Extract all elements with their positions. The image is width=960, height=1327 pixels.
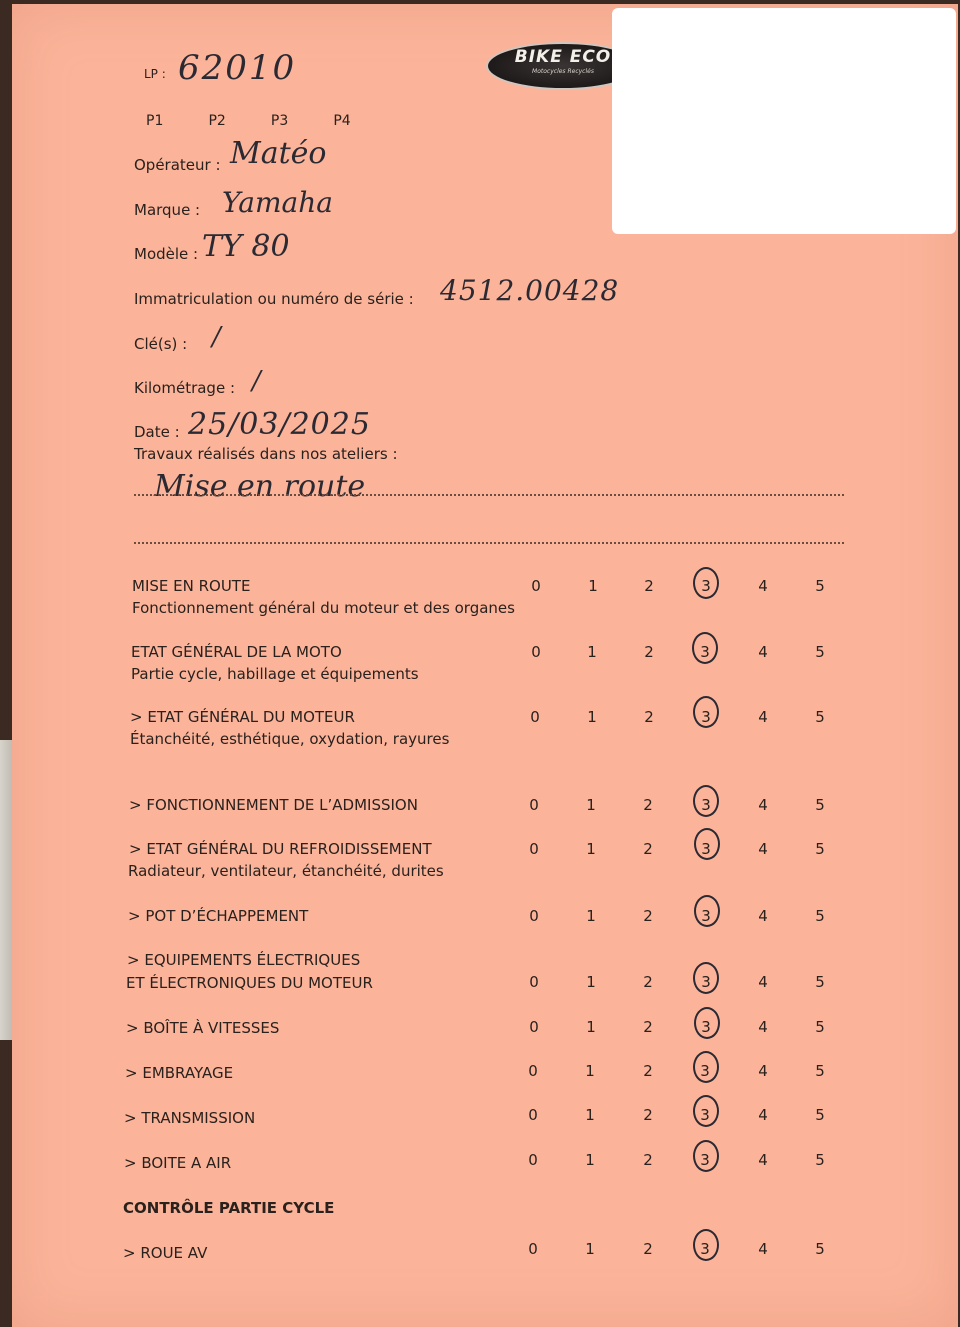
score-3: 3 xyxy=(701,1018,711,1036)
score-0: 0 xyxy=(530,708,540,726)
item-title: > TRANSMISSION xyxy=(124,1109,256,1127)
inspection-sheet xyxy=(12,4,958,1327)
score-1: 1 xyxy=(587,708,597,726)
score-3: 3 xyxy=(700,1106,710,1124)
score-3: 3 xyxy=(700,643,710,661)
blank-sticker xyxy=(612,8,956,234)
score-1: 1 xyxy=(587,643,597,661)
p-option: P4 xyxy=(333,113,351,129)
score-3: 3 xyxy=(700,1062,710,1080)
score-5: 5 xyxy=(815,907,825,925)
brand-value: Yamaha xyxy=(222,186,333,219)
item-title: MISE EN ROUTE xyxy=(132,577,251,595)
score-0: 0 xyxy=(528,1151,538,1169)
score-5: 5 xyxy=(815,1062,825,1080)
brand-label: Marque : xyxy=(134,201,201,219)
score-4: 4 xyxy=(758,1106,768,1124)
score-2: 2 xyxy=(643,1240,653,1258)
score-1: 1 xyxy=(586,1018,596,1036)
serial-label: Immatriculation ou numéro de série : xyxy=(134,290,414,308)
score-2: 2 xyxy=(643,796,653,814)
score-4: 4 xyxy=(758,973,768,991)
selected-score-circle xyxy=(693,567,719,599)
works-label: Travaux réalisés dans nos ateliers : xyxy=(134,445,398,463)
score-0: 0 xyxy=(531,643,541,661)
score-1: 1 xyxy=(585,1062,595,1080)
works-value: Mise en route xyxy=(154,469,366,504)
mileage-value: / xyxy=(252,366,261,396)
score-2: 2 xyxy=(644,708,654,726)
score-1: 1 xyxy=(586,840,596,858)
score-1: 1 xyxy=(585,1106,595,1124)
selected-score-circle xyxy=(693,1095,719,1127)
item-subtitle: Fonctionnement général du moteur et des organes xyxy=(132,599,515,617)
score-4: 4 xyxy=(758,1018,768,1036)
score-2: 2 xyxy=(643,1062,653,1080)
keys-label: Clé(s) : xyxy=(134,335,188,353)
score-0: 0 xyxy=(528,1240,538,1258)
item-title: > BOÎTE À VITESSES xyxy=(126,1019,280,1037)
score-2: 2 xyxy=(643,840,653,858)
score-0: 0 xyxy=(529,1018,539,1036)
score-3: 3 xyxy=(701,840,711,858)
selected-score-circle xyxy=(694,828,720,860)
logo-tagline: Motocycles Recyclés xyxy=(532,68,594,75)
score-4: 4 xyxy=(758,796,768,814)
serial-value: 4512.00428 xyxy=(440,274,620,307)
score-2: 2 xyxy=(643,907,653,925)
item-title: > POT D’ÉCHAPPEMENT xyxy=(128,907,309,925)
cycle-section-title: CONTRÔLE PARTIE CYCLE xyxy=(123,1199,335,1217)
score-4: 4 xyxy=(758,907,768,925)
keys-value: / xyxy=(212,322,221,352)
score-4: 4 xyxy=(758,1151,768,1169)
item-title: > ETAT GÉNÉRAL DU REFROIDISSEMENT xyxy=(129,840,432,858)
score-2: 2 xyxy=(643,1106,653,1124)
selected-score-circle xyxy=(694,1007,720,1039)
p-options xyxy=(146,113,391,129)
score-1: 1 xyxy=(585,1151,595,1169)
logo-name: BIKE ECO xyxy=(514,47,612,67)
item-subtitle: Partie cycle, habillage et équipements xyxy=(131,665,419,683)
score-0: 0 xyxy=(528,1106,538,1124)
score-0: 0 xyxy=(531,577,541,595)
score-2: 2 xyxy=(644,643,654,661)
item-title: > ETAT GÉNÉRAL DU MOTEUR xyxy=(130,708,355,726)
model-value: TY 80 xyxy=(202,229,290,264)
score-5: 5 xyxy=(815,643,825,661)
lp-value: 62010 xyxy=(178,48,297,88)
score-5: 5 xyxy=(815,577,825,595)
item-subtitle: Radiateur, ventilateur, étanchéité, durites xyxy=(128,862,444,880)
score-5: 5 xyxy=(815,1018,825,1036)
score-0: 0 xyxy=(529,907,539,925)
item-title: > EQUIPEMENTS ÉLECTRIQUES xyxy=(127,951,361,969)
score-5: 5 xyxy=(815,1106,825,1124)
item-title: > BOITE A AIR xyxy=(124,1154,232,1172)
score-3: 3 xyxy=(700,1151,710,1169)
score-3: 3 xyxy=(701,973,711,991)
item-title: ETAT GÉNÉRAL DE LA MOTO xyxy=(131,643,342,661)
score-0: 0 xyxy=(529,796,539,814)
score-0: 0 xyxy=(529,840,539,858)
selected-score-circle xyxy=(693,1051,719,1083)
dotted-line xyxy=(134,494,844,496)
score-4: 4 xyxy=(758,1240,768,1258)
score-5: 5 xyxy=(815,1151,825,1169)
score-3: 3 xyxy=(701,577,711,595)
lp-label: LP : xyxy=(144,67,166,81)
score-3: 3 xyxy=(701,796,711,814)
mileage-label: Kilométrage : xyxy=(134,379,236,397)
score-4: 4 xyxy=(758,840,768,858)
selected-score-circle xyxy=(693,1229,719,1261)
score-0: 0 xyxy=(529,973,539,991)
p-option: P2 xyxy=(208,113,226,129)
operator-label: Opérateur : xyxy=(134,156,221,174)
score-3: 3 xyxy=(701,907,711,925)
selected-score-circle xyxy=(692,632,718,664)
score-2: 2 xyxy=(643,1151,653,1169)
date-label: Date : xyxy=(134,423,180,441)
date-value: 25/03/2025 xyxy=(188,407,371,442)
selected-score-circle xyxy=(693,962,719,994)
score-1: 1 xyxy=(586,796,596,814)
score-5: 5 xyxy=(815,708,825,726)
selected-score-circle xyxy=(693,785,719,817)
score-1: 1 xyxy=(588,577,598,595)
item-subtitle: ET ÉLECTRONIQUES DU MOTEUR xyxy=(126,974,373,992)
score-3: 3 xyxy=(700,1240,710,1258)
score-4: 4 xyxy=(758,708,768,726)
score-0: 0 xyxy=(528,1062,538,1080)
model-label: Modèle : xyxy=(134,245,199,263)
score-2: 2 xyxy=(643,1018,653,1036)
score-1: 1 xyxy=(586,973,596,991)
item-title: > ROUE AV xyxy=(123,1244,208,1262)
score-1: 1 xyxy=(586,907,596,925)
score-5: 5 xyxy=(815,973,825,991)
score-4: 4 xyxy=(758,1062,768,1080)
selected-score-circle xyxy=(694,895,720,927)
score-4: 4 xyxy=(758,577,768,595)
selected-score-circle xyxy=(693,696,719,728)
selected-score-circle xyxy=(693,1140,719,1172)
score-2: 2 xyxy=(643,973,653,991)
score-5: 5 xyxy=(815,840,825,858)
score-3: 3 xyxy=(701,708,711,726)
score-2: 2 xyxy=(644,577,654,595)
p-option: P3 xyxy=(270,113,289,129)
score-5: 5 xyxy=(815,1240,825,1258)
score-1: 1 xyxy=(585,1240,595,1258)
dotted-line xyxy=(134,542,844,544)
score-5: 5 xyxy=(815,796,825,814)
p-option: P1 xyxy=(146,113,164,129)
item-subtitle: Étanchéité, esthétique, oxydation, rayures xyxy=(130,730,450,748)
score-4: 4 xyxy=(758,643,768,661)
item-title: > FONCTIONNEMENT DE L’ADMISSION xyxy=(129,796,418,814)
operator-value: Matéo xyxy=(230,136,327,171)
item-title: > EMBRAYAGE xyxy=(125,1064,234,1082)
